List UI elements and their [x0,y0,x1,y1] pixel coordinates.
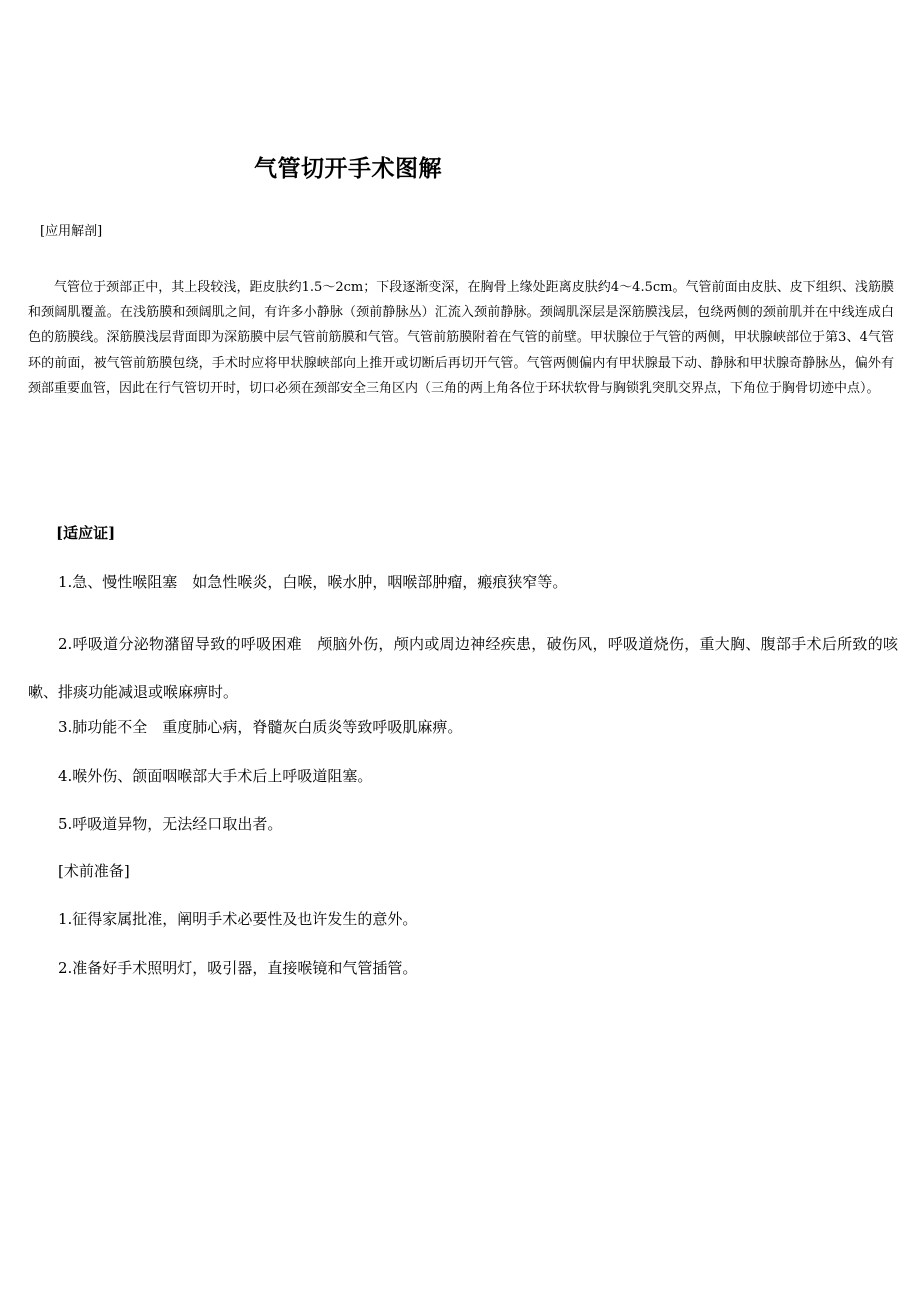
indication-item-4: 4.喉外伤、颌面咽喉部大手术后上呼吸道阻塞。 [58,767,373,785]
indication-item-3: 3.肺功能不全 重度肺心病，脊髓灰白质炎等致呼吸肌麻痹。 [58,718,463,736]
preop-heading: [术前准备] [58,862,130,880]
indication-item-5: 5.呼吸道异物，无法经口取出者。 [58,815,283,833]
indication-item-1: 1.急、慢性喉阻塞 如急性喉炎，白喉，喉水肿，咽喉部肿瘤，瘢痕狭窄等。 [58,573,568,591]
indication-item-2: 2.呼吸道分泌物潴留导致的呼吸困难 颅脑外伤，颅内或周边神经疾患，破伤风，呼吸道烧伤，重大胸、腹部手术后所致的咳嗽、排痰功能减退或喉麻痹时。 [28,635,898,701]
anatomy-paragraph: 气管位于颈部正中，其上段较浅，距皮肤约1.5～2cm；下段逐渐变深，在胸骨上缘处距离皮肤约4～4.5cm。气管前面由皮肤、皮下组织、浅筋膜和颈阔肌覆盖。在浅筋膜和颈阔肌之间，有许多小静脉（颈前静脉丛）汇流入颈前静脉。颈阔肌深层是深筋膜浅层，包绕两侧的颈前肌并在中线连成白色的筋膜线。深筋膜浅层背面即为深筋膜中层气管前筋膜和气管。气管前筋膜附着在气管的前壁。甲状腺位于气管的两侧，甲状腺峡部位于第3、4气管环的前面，被气管前筋膜包绕，手术时应将甲状腺峡部向上推开或切断后再切开气管。气管两侧偏内有甲状腺最下动、静脉和甲状腺奇静脉丛，偏外有颈部重要血管，因此在行气管切开时，切口必须在颈部安全三角区内（三角的两上角各位于环状软骨与胸锁乳突肌交界点，下角位于胸骨切迹中点）。 [28,280,894,396]
preop-item-1: 1.征得家属批准，阐明手术必要性及也许发生的意外。 [58,910,418,928]
document-title: 气管切开手术图解 [254,156,442,182]
indications-heading: [适应证] [56,524,116,542]
anatomy-heading: [应用解剖] [40,224,103,239]
preop-item-2: 2.准备好手术照明灯，吸引器，直接喉镜和气管插管。 [58,959,418,977]
